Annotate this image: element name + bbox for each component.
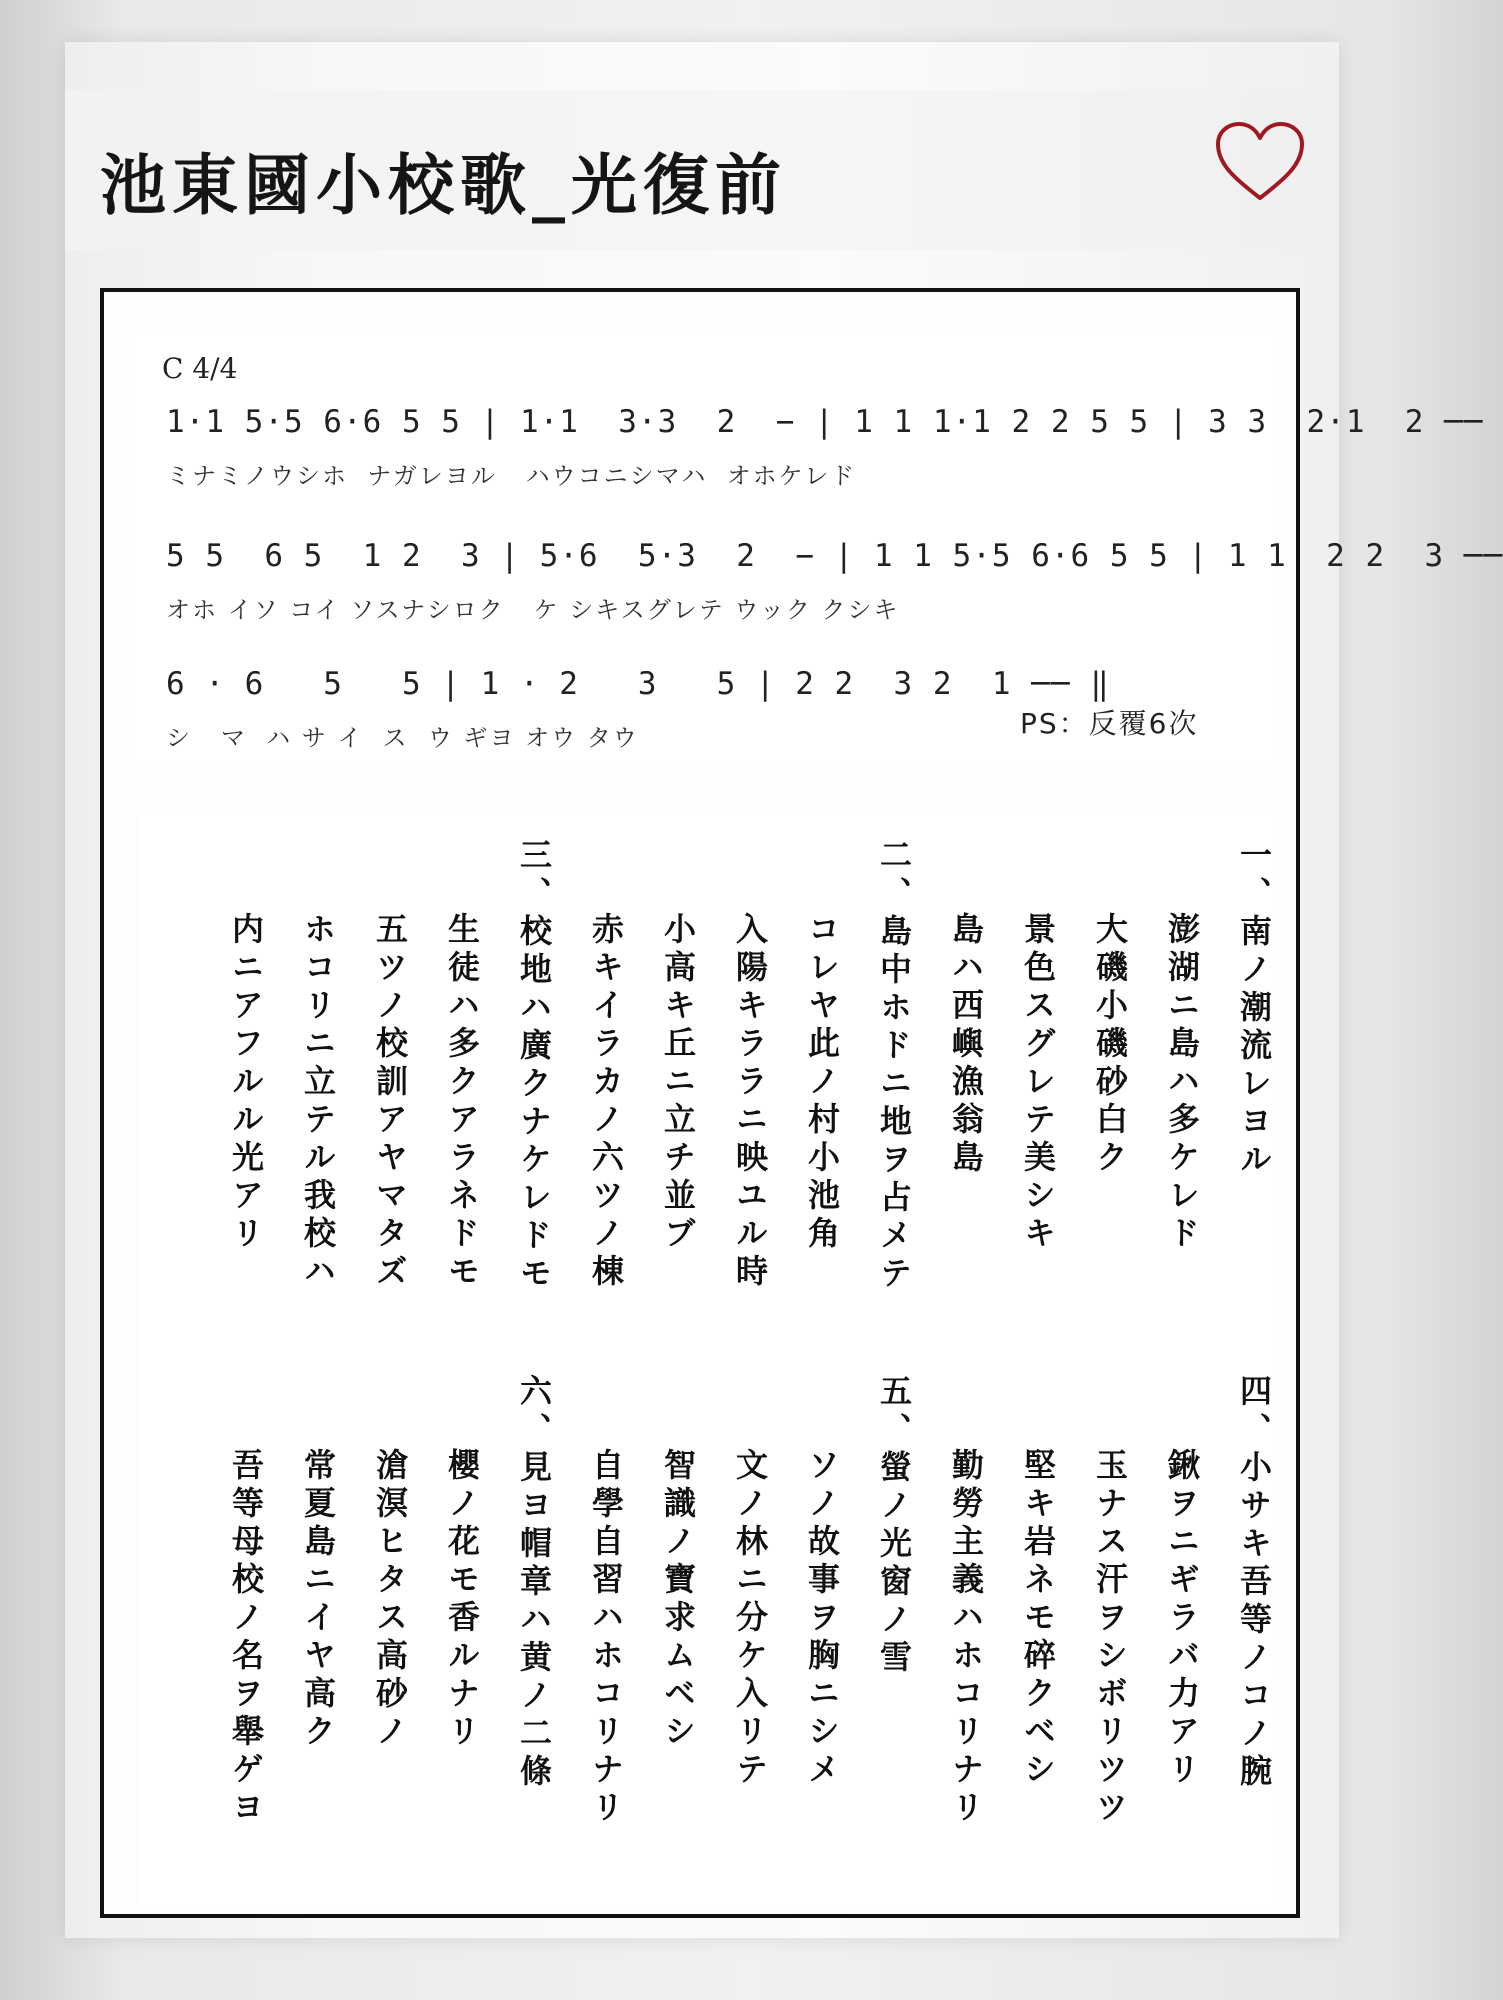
lyric-column: 大磯小磯砂白ク bbox=[1091, 912, 1129, 1178]
lyric-column: 常夏島ニイヤ高ク bbox=[299, 1448, 337, 1752]
notation-row-2: 5 5 6 5 1 2 3 | 5·6 5·3 2 − | 1 1 5·5 6·6 5 5 | 1 1 2 2 3 ── bbox=[166, 538, 1503, 574]
lyric-column: 玉ナス汗ヲシボリツツ bbox=[1091, 1448, 1129, 1828]
lyric-column: 六、見ヨ帽章ハ黄ノ二條 bbox=[515, 1374, 553, 1792]
lyric-column: 赤キイラカノ六ツノ棟 bbox=[587, 912, 625, 1292]
lyric-column: 堅キ岩ネモ碎クベシ bbox=[1019, 1448, 1057, 1790]
lyric-column: 鍬ヲニギラバ力アリ bbox=[1163, 1448, 1201, 1790]
lyric-column: 二、島中ホドニ地ヲ占メテ bbox=[875, 838, 913, 1294]
lyric-column: 小高キ丘ニ立チ並ブ bbox=[659, 912, 697, 1254]
notation-row-1: 1·1 5·5 6·6 5 5 | 1·1 3·3 2 − | 1 1 1·1 2 2 5 5 | 3 3 2·1 2 ── bbox=[166, 404, 1484, 440]
lyric-column: 三、校地ハ廣クナケレドモ bbox=[515, 838, 553, 1294]
lyrics-row-2: オホ イソ コイ ソスナシロク ケ シキスグレテ ウック クシキ bbox=[166, 596, 900, 624]
lyric-column: 勤勞主義ハホコリナリ bbox=[947, 1448, 985, 1828]
heart-outline-icon[interactable] bbox=[1214, 120, 1306, 204]
notation-row-3: 6 · 6 5 5 | 1 · 2 3 5 | 2 2 3 2 1 ── ‖ bbox=[166, 666, 1110, 702]
lyric-column: 島ハ西嶼漁翁島 bbox=[947, 912, 985, 1178]
lyric-column: 滄溟ヒタス高砂ノ bbox=[371, 1448, 409, 1752]
lyric-column: 自學自習ハホコリナリ bbox=[587, 1448, 625, 1828]
lyric-column: 四、小サキ吾等ノコノ腕 bbox=[1235, 1374, 1273, 1792]
document-frame bbox=[100, 288, 1503, 1918]
lyric-column: 文ノ林ニ分ケ入リテ bbox=[731, 1448, 769, 1790]
lyrics-row-3: シ マ ハ サ イ ス ウ ギヨ オウ タウ bbox=[166, 724, 639, 752]
lyric-column: コレヤ此ノ村小池角 bbox=[803, 912, 841, 1254]
page-title: 池東國小校歌_光復前 bbox=[100, 146, 787, 224]
lyric-column: 景色スグレテ美シキ bbox=[1019, 912, 1057, 1254]
lyric-column: 五、螢ノ光窗ノ雪 bbox=[875, 1374, 913, 1678]
lyric-column: 櫻ノ花モ香ルナリ bbox=[443, 1448, 481, 1752]
lyrics-block bbox=[140, 814, 1274, 1904]
lyric-column: 吾等母校ノ名ヲ舉ゲヨ bbox=[227, 1448, 265, 1828]
lyric-column: 澎湖ニ島ハ多ケレド bbox=[1163, 912, 1201, 1254]
music-score bbox=[130, 334, 1503, 766]
lyric-column: ソノ故事ヲ胸ニシメ bbox=[803, 1448, 841, 1790]
lyric-column: 内ニアフルル光アリ bbox=[227, 912, 265, 1254]
lyric-column: 生徒ハ多クアラネドモ bbox=[443, 912, 481, 1292]
lyric-column: 入陽キララニ映ユル時 bbox=[731, 912, 769, 1292]
lyric-column: 五ツノ校訓アヤマタズ bbox=[371, 912, 409, 1292]
lyric-column: 一、南ノ潮流レヨル bbox=[1235, 838, 1273, 1180]
repeat-note: PS：反覆6次 bbox=[1020, 707, 1199, 740]
key-signature: C 4/4 bbox=[162, 352, 238, 385]
lyric-column: 智識ノ寶求ムベシ bbox=[659, 1448, 697, 1752]
lyrics-row-1: ミナミノウシホ ナガレヨル ハウコニシマハ オホケレド bbox=[166, 462, 857, 490]
lyric-column: ホコリニ立テル我校ハ bbox=[299, 912, 337, 1292]
